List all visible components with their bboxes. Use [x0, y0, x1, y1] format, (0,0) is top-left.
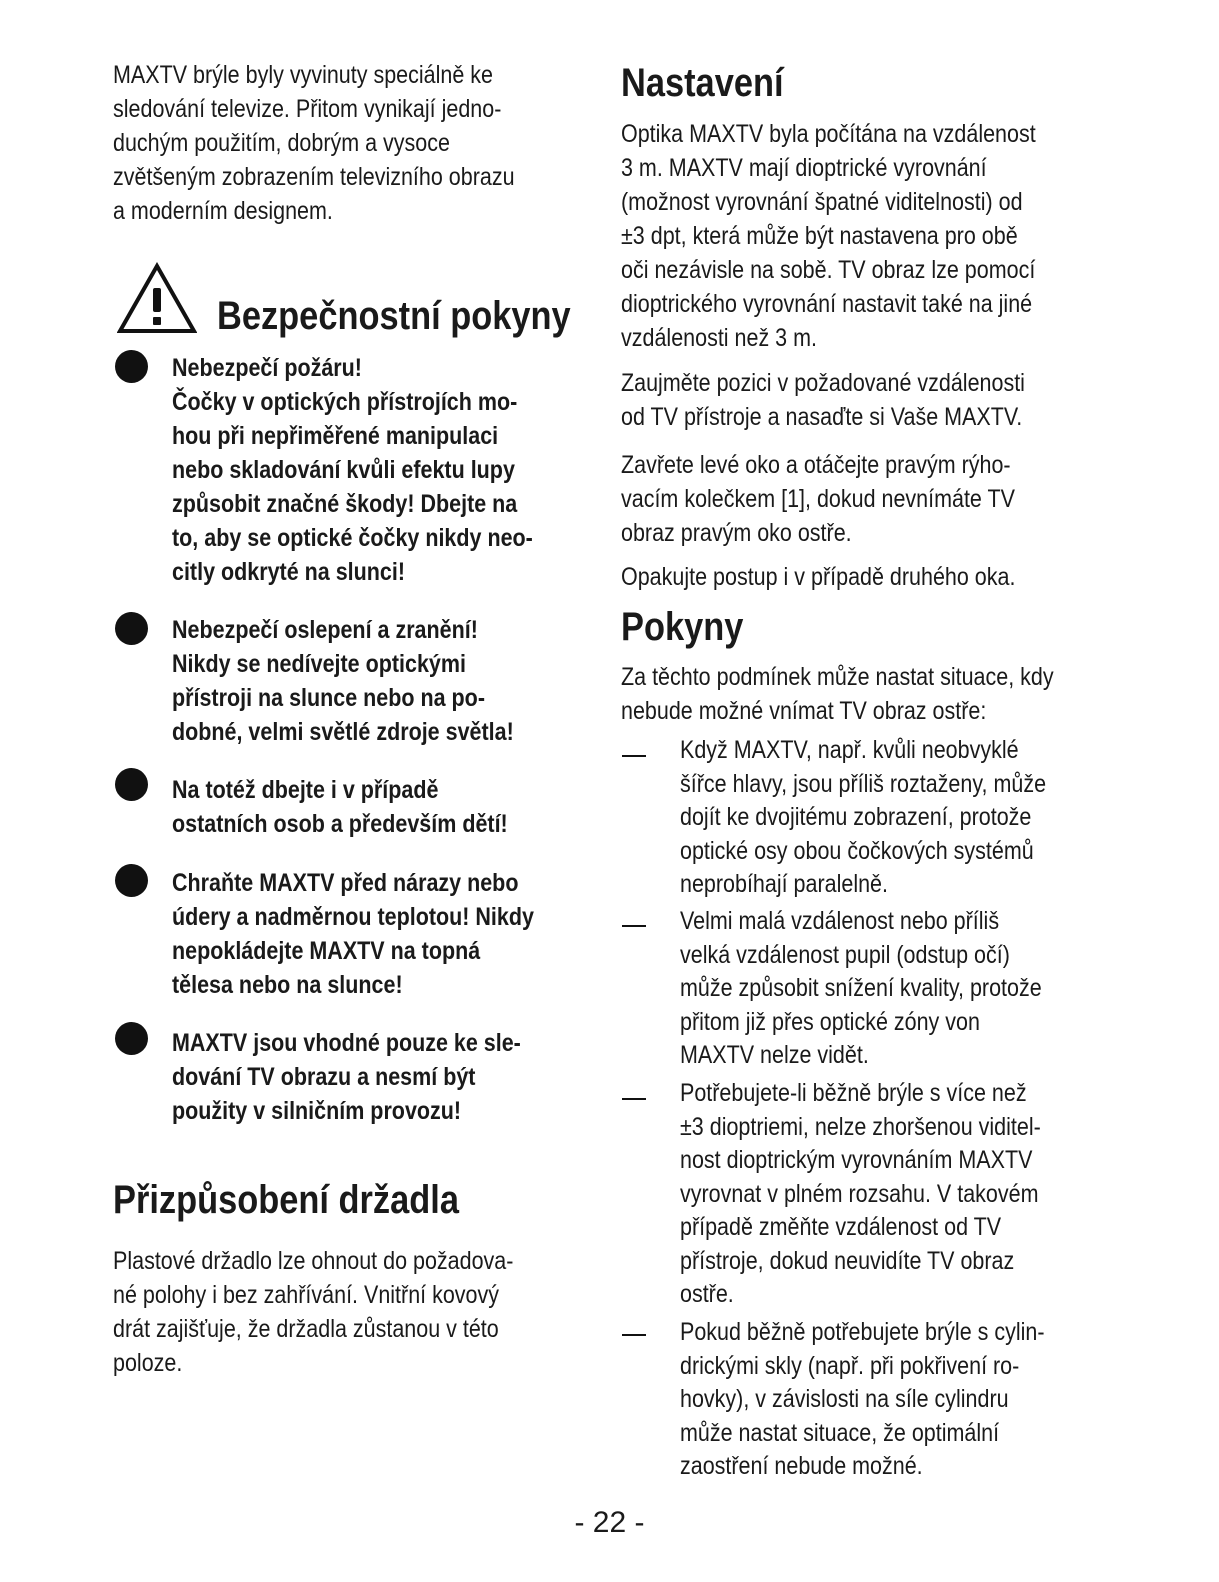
settings-heading: Nastavení: [621, 61, 784, 105]
notes-intro-line: nebude možné vnímat TV obraz ostře:: [621, 697, 987, 725]
notes-line: může způsobit snížení kvality, protože: [680, 974, 1042, 1002]
safety-item: [172, 773, 508, 841]
settings-line: vzdálenosti než 3 m.: [621, 324, 817, 352]
page-number: - 22 -: [574, 1506, 645, 1539]
notes-item: [680, 734, 1046, 902]
handle-paragraph: [113, 1244, 513, 1380]
settings-line: Zavřete levé oko a otáčejte pravým rýho-: [621, 451, 1011, 479]
notes-heading: Pokyny: [621, 605, 744, 649]
notes-line: zaostření nebude možné.: [680, 1452, 923, 1480]
notes-line: ±3 dioptriemi, nelze zhoršenou viditel-: [680, 1112, 1041, 1141]
notes-line: ostře.: [680, 1280, 734, 1308]
warning-icon: [117, 262, 197, 334]
intro-line: duchým použitím, dobrým a vysoce: [113, 129, 450, 157]
dash-icon: [622, 1334, 646, 1336]
notes-line: Pokud běžně potřebujete brýle s cylin-: [680, 1318, 1045, 1346]
notes-intro-line: Za těchto podmínek může nastat situace, kdy: [621, 663, 1054, 691]
notes-line: případě změňte vzdálenost od TV: [680, 1213, 1002, 1241]
notes-item: [680, 1316, 1045, 1484]
notes-item: [680, 1077, 1041, 1312]
safety-line: údery a nadměrnou teplotou! Nikdy: [172, 903, 534, 931]
intro-line: zvětšeným zobrazením televizního obrazu: [113, 163, 515, 191]
handle-line: né polohy i bez zahřívání. Vnitřní kovový: [113, 1281, 500, 1309]
bullet-icon: [115, 350, 148, 383]
settings-line: Optika MAXTV byla počítána na vzdálenost: [621, 120, 1036, 148]
handle-line: Plastové držadlo lze ohnout do požadova-: [113, 1247, 514, 1275]
safety-line: způsobit značné škody! Dbejte na: [172, 490, 518, 518]
settings-paragraph-4: Opakujte postup i v případě druhého oka.: [621, 563, 1016, 591]
settings-line: vacím kolečkem [1], dokud nevnímáte TV: [621, 485, 1015, 513]
bullet-icon: [115, 612, 148, 645]
safety-line: nebo skladování kvůli efektu lupy: [172, 456, 515, 484]
safety-heading: Bezpečnostní pokyny: [217, 294, 571, 338]
handle-line: drát zajišťuje, že držadla zůstanou v této: [113, 1315, 499, 1343]
handle-line: poloze.: [113, 1349, 183, 1377]
settings-line: (možnost vyrovnání špatné viditelnosti) od: [621, 188, 1023, 216]
settings-line: oči nezávisle na sobě. TV obraz lze pomocí: [621, 256, 1036, 284]
settings-paragraph-1: [621, 117, 1036, 355]
safety-line: citly odkryté na slunci!: [172, 558, 405, 586]
settings-line: Zaujměte pozici v požadované vzdálenosti: [621, 369, 1025, 397]
notes-intro: [621, 660, 1054, 728]
notes-line: neprobíhají paralelně.: [680, 870, 888, 898]
notes-line: drickými skly (např. při pokřivení ro-: [680, 1351, 1020, 1380]
notes-line: MAXTV nelze vidět.: [680, 1041, 869, 1069]
safety-line: přístroji na slunce nebo na po-: [172, 684, 485, 712]
intro-line: MAXTV brýle byly vyvinuty speciálně ke: [113, 61, 493, 89]
notes-line: Když MAXTV, např. kvůli neobvyklé: [680, 736, 1019, 764]
settings-line: 3 m. MAXTV mají dioptrické vyrovnání: [621, 154, 987, 182]
safety-item: [172, 351, 533, 589]
settings-line: ±3 dpt, která může být nastavena pro obě: [621, 222, 1018, 250]
safety-line: dobné, velmi světlé zdroje světla!: [172, 718, 514, 746]
safety-line: Chraňte MAXTV před nárazy nebo: [172, 869, 519, 897]
notes-line: přitom již přes optické zóny von: [680, 1007, 980, 1036]
bullet-icon: [115, 864, 148, 897]
notes-item: [680, 905, 1042, 1073]
notes-line: nost dioptrickým vyrovnáním MAXTV: [680, 1146, 1033, 1174]
settings-line: od TV přístroje a nasaďte si Vaše MAXTV.: [621, 403, 1023, 431]
dash-icon: [622, 1098, 646, 1100]
bullet-icon: [115, 1022, 148, 1055]
intro-line: sledování televize. Přitom vynikají jedno-: [113, 95, 502, 123]
safety-line: hou při nepřiměřené manipulaci: [172, 422, 499, 450]
notes-line: Potřebujete-li běžně brýle s více než: [680, 1079, 1027, 1107]
bullet-icon: [115, 768, 148, 801]
notes-line: může nastat situace, že optimální: [680, 1418, 1000, 1447]
dash-icon: [622, 755, 646, 757]
safety-line: Nikdy se nedívejte optickými: [172, 650, 466, 678]
settings-paragraph-3: [621, 448, 1015, 550]
safety-line: MAXTV jsou vhodné pouze ke sle-: [172, 1029, 521, 1057]
safety-item: [172, 613, 514, 749]
safety-line: Nebezpečí požáru!: [172, 354, 362, 382]
safety-item: [172, 866, 534, 1002]
safety-line: Čočky v optických přístrojích mo-: [172, 388, 518, 416]
safety-line: Nebezpečí oslepení a zranění!: [172, 616, 478, 644]
safety-line: to, aby se optické čočky nikdy neo-: [172, 524, 533, 552]
notes-line: optické osy obou čočkových systémů: [680, 836, 1034, 865]
notes-line: přístroje, dokud neuvidíte TV obraz: [680, 1246, 1015, 1275]
intro-paragraph: [113, 58, 515, 228]
handle-heading: Přizpůsobení držadla: [113, 1178, 459, 1222]
notes-line: šířce hlavy, jsou příliš roztaženy, může: [680, 769, 1047, 798]
safety-line: Na totéž dbejte i v případě: [172, 776, 439, 804]
notes-line: velká vzdálenost pupil (odstup očí): [680, 940, 1010, 969]
notes-line: vyrovnat v plném rozsahu. V takovém: [680, 1179, 1039, 1208]
safety-line: tělesa nebo na slunce!: [172, 971, 403, 999]
safety-line: nepokládejte MAXTV na topná: [172, 937, 481, 965]
safety-line: použity v silničním provozu!: [172, 1097, 462, 1125]
dash-icon: [622, 925, 646, 927]
safety-item: [172, 1026, 521, 1128]
notes-line: Velmi malá vzdálenost nebo příliš: [680, 907, 1000, 935]
notes-line: hovky), v závislosti na síle cylindru: [680, 1385, 1009, 1413]
safety-line: dování TV obrazu a nesmí být: [172, 1063, 476, 1091]
intro-line: a moderním designem.: [113, 197, 333, 225]
notes-line: dojít ke dvojitému zobrazení, protože: [680, 803, 1032, 831]
settings-line: dioptrického vyrovnání nastavit také na jiné: [621, 290, 1033, 318]
settings-paragraph-2: [621, 366, 1025, 434]
settings-line: obraz pravým oko ostře.: [621, 519, 852, 547]
safety-line: ostatních osob a především dětí!: [172, 810, 508, 838]
